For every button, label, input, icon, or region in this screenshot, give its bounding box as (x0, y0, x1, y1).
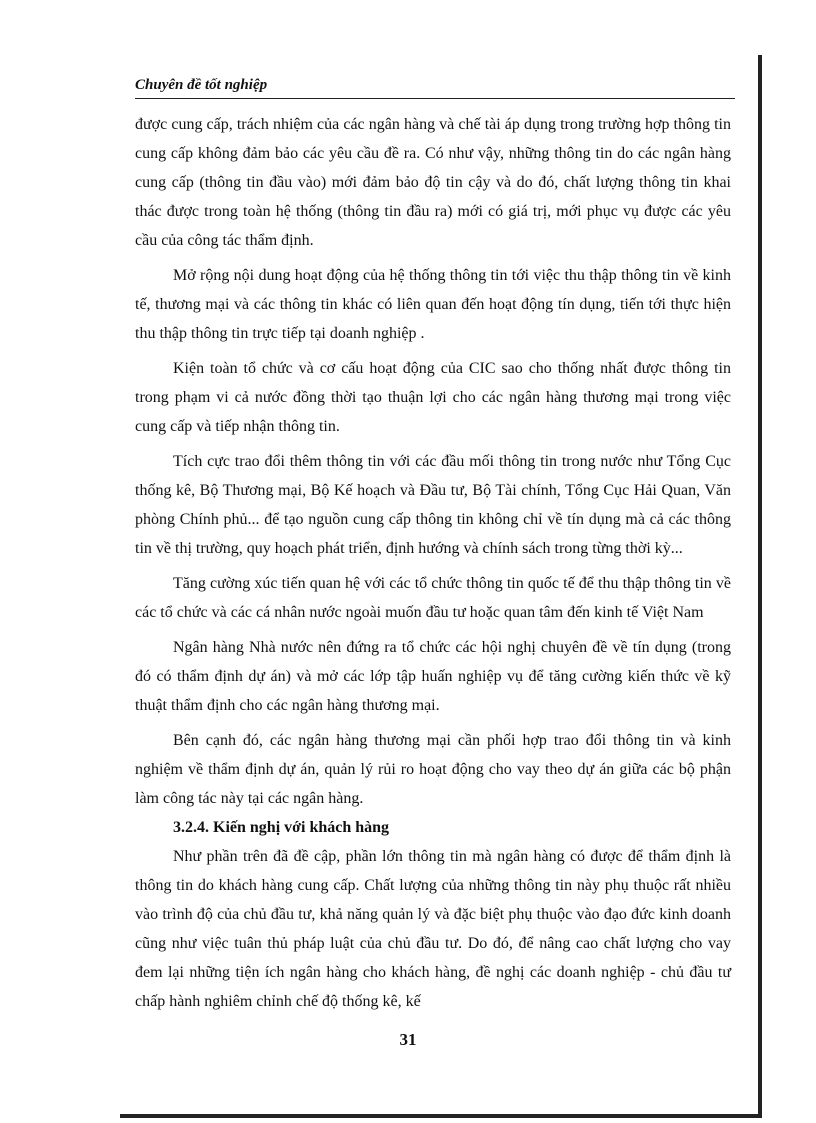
body-content (135, 110, 731, 1016)
paragraph: Mở rộng nội dung hoạt động của hệ thống thông tin tới việc thu thập thông tin về kinh tế, thương mại và các thông tin khác có liên quan đến hoạt động tín dụng, tiến tới thực hiện thu thập thông tin trực tiếp tại doanh nghiệp . (135, 267, 731, 342)
page-number: 31 (399, 1030, 417, 1049)
header-title: Chuyên đề tốt nghiệp (135, 77, 268, 93)
paragraph: Kiện toàn tổ chức và cơ cấu hoạt động của CIC sao cho thống nhất được thông tin trong phạm vi cả nước đồng thời tạo thuận lợi cho các ngân hàng thương mại trong việc cung cấp và tiếp nhận thông tin. (135, 360, 731, 435)
paragraph: Tăng cường xúc tiến quan hệ với các tổ chức thông tin quốc tế để thu thập thông tin về các tổ chức và các cá nhân nước ngoài muốn đầu tư hoặc quan tâm đến kinh tế Việt Nam (135, 575, 731, 621)
paragraph: Ngân hàng Nhà nước nên đứng ra tổ chức các hội nghị chuyên đề về tín dụng (trong đó có thẩm định dự án) và mở các lớp tập huấn nghiệp vụ để tăng cường kiến thức về kỹ thuật thẩm định cho các ngân hàng thương mại. (135, 639, 731, 714)
paragraph: Bên cạnh đó, các ngân hàng thương mại cần phối hợp trao đổi thông tin và kinh nghiệm về thẩm định dự án, quản lý rủi ro hoạt động cho vay theo dự án giữa các bộ phận làm công tác này tại các ngân hàng. (135, 732, 731, 807)
paragraph-continuation: được cung cấp, trách nhiệm của các ngân hàng và chế tài áp dụng trong trường hợp thông tin cung cấp không đảm bảo các yêu cầu đề ra. Có như vậy, những thông tin do các ngân hàng cung cấp (thông tin đầu vào) mới đảm bảo độ tin cậy và do đó, chất lượng thông tin khai thác được trong toàn hệ thống (thông tin đầu ra) mới có giá trị, mới phục vụ được các yêu cầu của công tác thẩm định. (135, 116, 731, 249)
paragraph: Tích cực trao đổi thêm thông tin với các đầu mối thông tin trong nước như Tổng Cục thống kê, Bộ Thương mại, Bộ Kế hoạch và Đầu tư, Bộ Tài chính, Tổng Cục Hải Quan, Văn phòng Chính phủ... để tạo nguồn cung cấp thông tin không chỉ về tín dụng mà cả các thông tin về thị trường, quy hoạch phát triển, định hướng và chính sách trong từng thời kỳ... (135, 453, 731, 557)
page-border-right (758, 55, 762, 1117)
page-border-bottom (120, 1114, 762, 1118)
section-paragraph: Như phần trên đã đề cập, phần lớn thông tin mà ngân hàng có được để thẩm định là thông tin do khách hàng cung cấp. Chất lượng của những thông tin này phụ thuộc rất nhiều vào trình độ của chủ đầu tư, khả năng quản lý và đặc biệt phụ thuộc vào đạo đức kinh doanh cũng như việc tuân thủ pháp luật của chủ đầu tư. Do đó, để nâng cao chất lượng cho vay đem lại những tiện ích ngân hàng cho khách hàng, đề nghị các doanh nghiệp - chủ đầu tư chấp hành nghiêm chỉnh chế độ thống kê, kế (135, 848, 731, 1010)
page-header (135, 74, 735, 99)
section-heading: 3.2.4. Kiến nghị với khách hàng (173, 819, 390, 836)
